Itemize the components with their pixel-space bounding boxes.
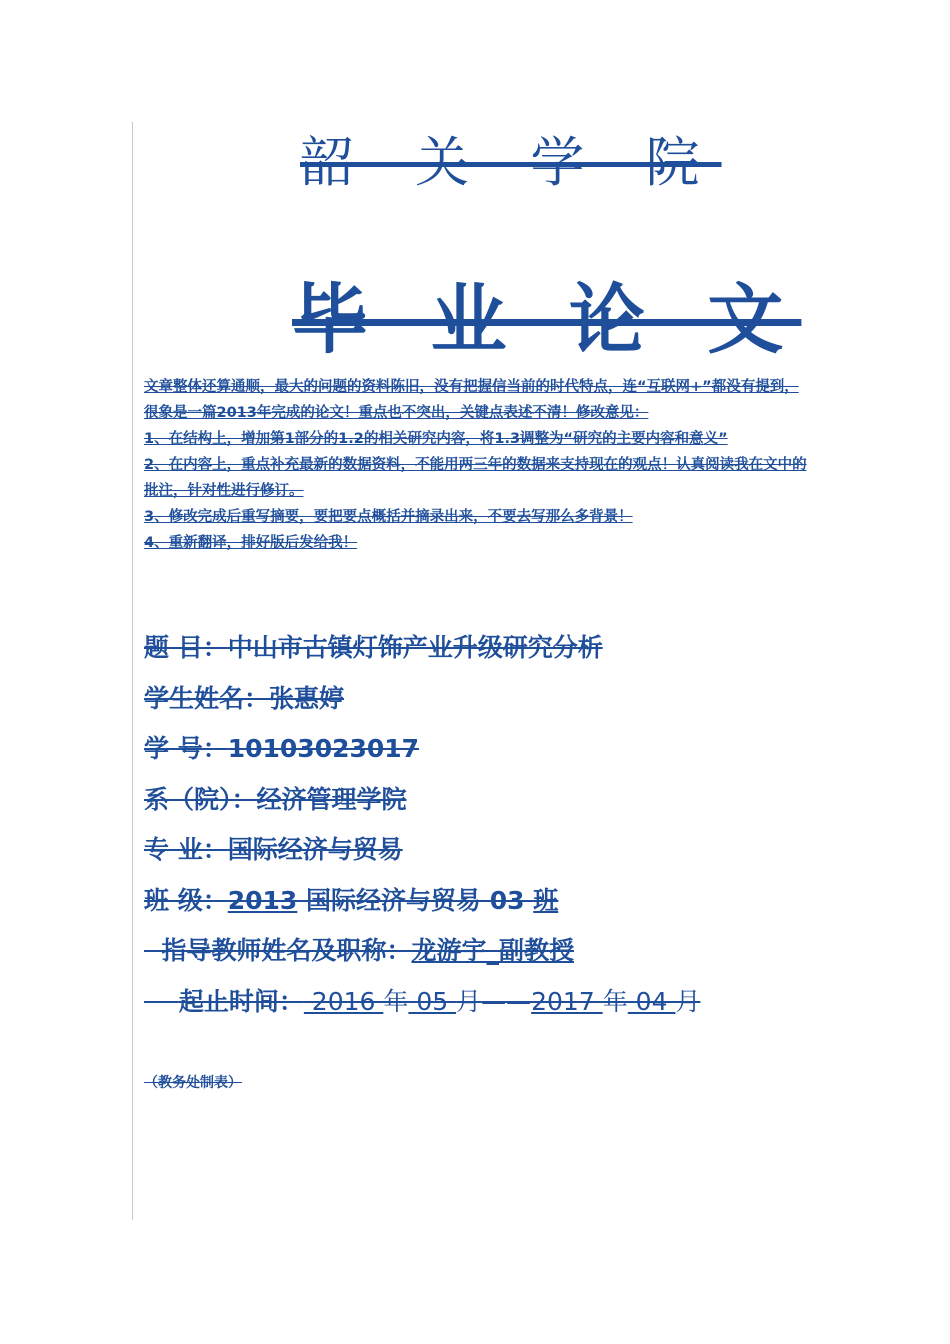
field-advisor [144,931,764,982]
field-class [144,881,764,932]
footnote-office: （教务处制表） [144,1075,242,1091]
field-advisor-value: 龙游宇_副教授 [411,936,574,965]
time-end-year: 2017 [531,986,603,1016]
review-comments [144,374,810,556]
school-name: 韶 关 学 院 [300,131,722,194]
field-topic-value: 中山市古镇灯饰产业升级研究分析 [227,633,603,662]
time-start-month-char: 月 [456,986,482,1016]
document-title: 毕 业 论 文 [292,275,802,364]
field-class-year: 2013 [227,885,298,915]
field-topic-label: 题 目： [144,633,228,662]
field-id-label: 学 号： [144,734,228,763]
field-student [144,679,764,730]
time-end-month: 04 [627,986,676,1016]
time-end-month-char: 月 [675,986,701,1016]
comment-item-1: 1、在结构上，增加第1部分的1.2的相关研究内容，将1.3调整为“研究的主要内容和意义” [144,431,728,447]
field-class-name: 国际经济与贸易 03 [297,885,534,915]
field-time-label: 起止时间： [178,986,304,1016]
field-major [144,830,764,881]
field-student-value: 张惠婷 [269,683,345,713]
field-major-label: 专 业： [144,835,228,864]
field-student-label: 学生姓名： [144,683,270,713]
field-dept-label: 系（院）： [144,784,257,814]
field-time [144,982,764,1033]
field-class-suffix: 班 [533,885,559,915]
comment-item-2: 2、在内容上，重点补充最新的数据资料，不能用两三年的数据来支持现在的观点！认真阅读我在文中的批注，针对性进行修订。 [144,457,807,499]
time-start-year: 2016 [303,986,384,1016]
field-advisor-label: 指导教师姓名及职称： [161,936,412,965]
field-topic [144,628,764,679]
comment-item-4: 4、重新翻译，排好版后发给我！ [144,535,358,551]
field-id-value: 10103023017 [227,734,420,763]
field-class-label: 班 级： [144,885,228,915]
cover-fields [144,628,764,1032]
time-start-month: 05 [408,986,457,1016]
field-student-id [144,729,764,780]
field-department [144,780,764,831]
comment-item-3: 3、修改完成后重写摘要，要把要点概括并摘录出来，不要去写那么多背景！ [144,509,633,525]
field-major-value: 国际经济与贸易 [227,835,403,864]
field-dept-value: 经济管理学院 [256,784,407,814]
comment-summary: 文章整体还算通顺，最大的问题的资料陈旧，没有把握信当前的时代特点，连“互联网+”都没有提到，很象是一篇2013年完成的论文！重点也不突出，关键点表述不清！修改意见： [144,379,799,421]
time-start-year-char: 年 [383,986,409,1016]
time-dash: —— [481,986,532,1016]
time-end-year-char: 年 [602,986,628,1016]
page-margin-line [132,122,133,1220]
